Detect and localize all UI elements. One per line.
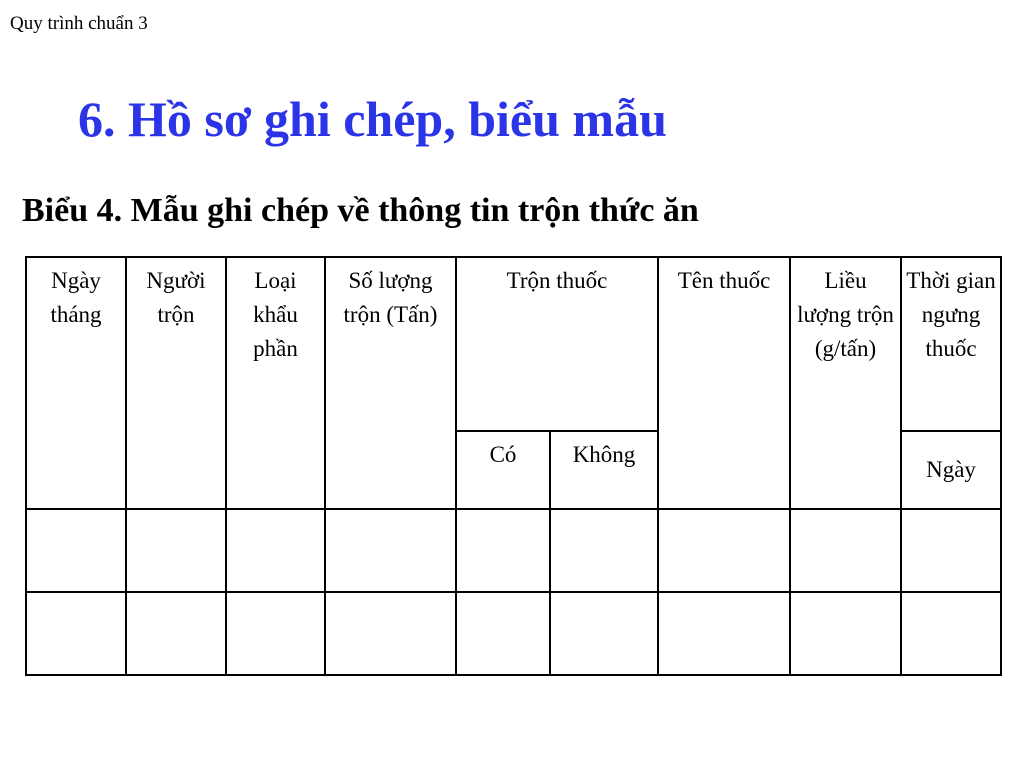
table-cell[interactable] xyxy=(456,509,550,592)
table-cell[interactable] xyxy=(790,592,901,675)
table-cell[interactable] xyxy=(901,592,1001,675)
table-cell[interactable] xyxy=(550,592,658,675)
column-header-mix-drug: Trộn thuốc xyxy=(456,257,658,431)
column-header-withdrawal-unit: Ngày xyxy=(901,431,1001,509)
column-header-drug-name: Tên thuốc xyxy=(658,257,790,509)
table-cell[interactable] xyxy=(126,509,226,592)
table-caption: Biểu 4. Mẫu ghi chép về thông tin trộn thức ăn xyxy=(22,192,699,229)
column-header-quantity: Số lượng trộn (Tấn) xyxy=(325,257,456,509)
table-cell[interactable] xyxy=(126,592,226,675)
column-header-drug-yes: Có xyxy=(456,431,550,509)
table-cell[interactable] xyxy=(901,509,1001,592)
table-cell[interactable] xyxy=(226,592,325,675)
table-cell[interactable] xyxy=(658,509,790,592)
table-row xyxy=(26,509,1001,592)
column-header-withdrawal: Thời gian ngưng thuốc xyxy=(901,257,1001,431)
table-cell[interactable] xyxy=(550,509,658,592)
column-header-ration-type: Loại khẩu phần xyxy=(226,257,325,509)
column-header-date: Ngày tháng xyxy=(26,257,126,509)
table-cell[interactable] xyxy=(226,509,325,592)
table-cell[interactable] xyxy=(325,592,456,675)
table-cell[interactable] xyxy=(790,509,901,592)
page-title: 6. Hồ sơ ghi chép, biểu mẫu xyxy=(78,91,667,147)
column-header-mixer: Người trộn xyxy=(126,257,226,509)
table-row xyxy=(26,592,1001,675)
column-header-drug-no: Không xyxy=(550,431,658,509)
table-cell[interactable] xyxy=(658,592,790,675)
header-note: Quy trình chuẩn 3 xyxy=(10,13,148,34)
table-cell[interactable] xyxy=(26,509,126,592)
table-cell[interactable] xyxy=(26,592,126,675)
table-cell[interactable] xyxy=(325,509,456,592)
feed-mixing-record-table xyxy=(25,256,1002,676)
column-header-dosage: Liều lượng trộn (g/tấn) xyxy=(790,257,901,509)
table-cell[interactable] xyxy=(456,592,550,675)
